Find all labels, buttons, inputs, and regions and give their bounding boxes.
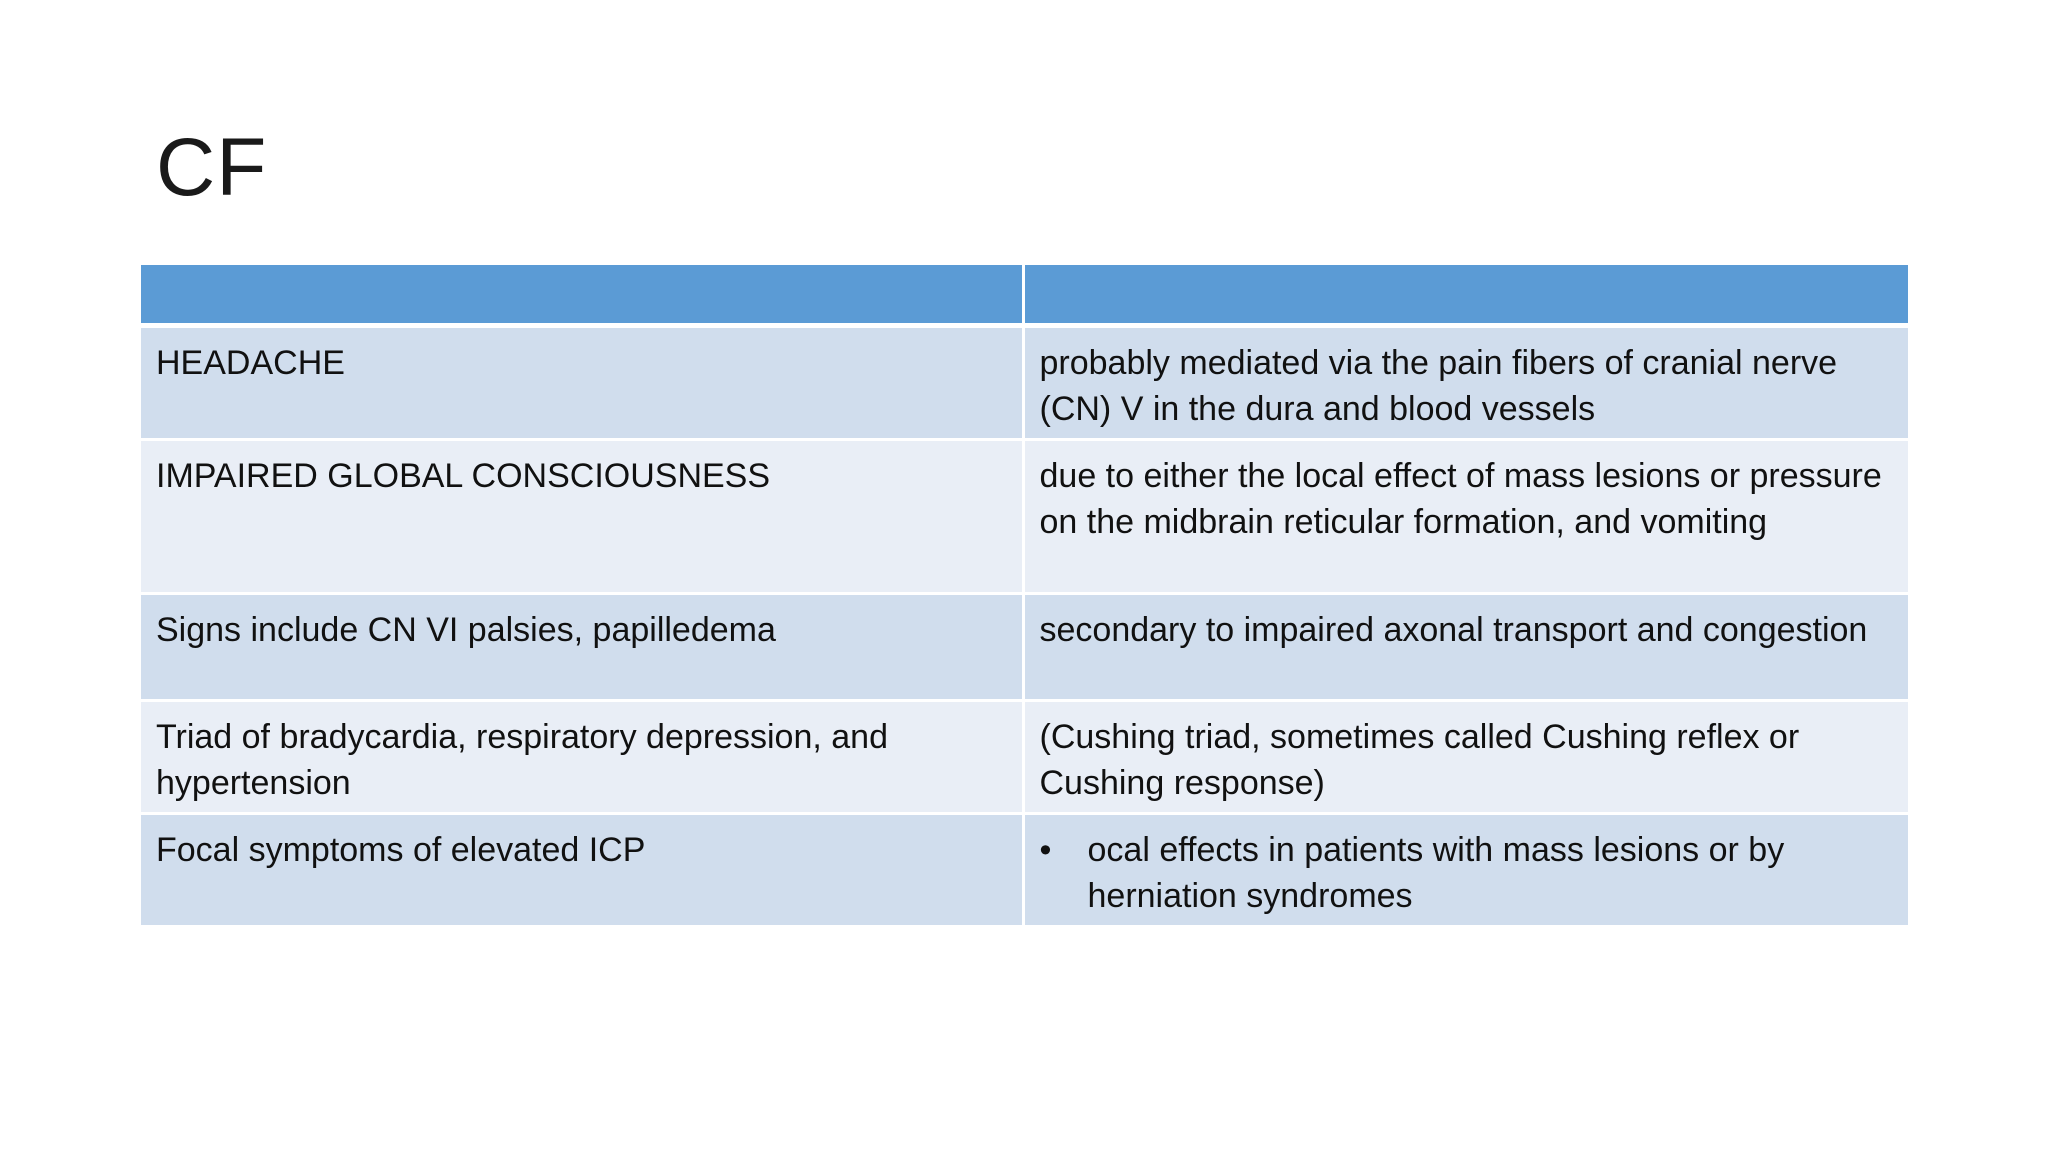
table-row — [141, 814, 1908, 927]
table-cell-symptom: HEADACHE — [141, 326, 1023, 440]
table-header-row — [141, 265, 1908, 326]
bullet-icon: • — [1039, 831, 1052, 869]
slide-title: CF — [156, 122, 268, 213]
table-cell-explanation: due to either the local effect of mass lesions or pressure on the midbrain reticular formation, and vomiting — [1023, 440, 1908, 594]
table-cell-symptom: Triad of bradycardia, respiratory depression, and hypertension — [141, 701, 1023, 814]
table-cell-symptom: Signs include CN VI palsies, papilledema — [141, 594, 1023, 701]
table-cell-explanation: (Cushing triad, sometimes called Cushing reflex or Cushing response) — [1023, 701, 1908, 814]
table-row — [141, 440, 1908, 594]
table-cell-explanation — [1023, 814, 1908, 927]
table-row — [141, 326, 1908, 440]
table-cell-explanation: probably mediated via the pain fibers of cranial nerve (CN) V in the dura and blood vessels — [1023, 326, 1908, 440]
table-cell-explanation: secondary to impaired axonal transport and congestion — [1023, 594, 1908, 701]
table-header-cell-right — [1023, 265, 1908, 326]
table-header-cell-left — [141, 265, 1023, 326]
table-row — [141, 594, 1908, 701]
table-row — [141, 701, 1908, 814]
content-table — [141, 265, 1908, 928]
bullet-item — [1040, 827, 1895, 919]
table-cell-symptom: Focal symptoms of elevated ICP — [141, 814, 1023, 927]
table-cell-symptom: IMPAIRED GLOBAL CONSCIOUSNESS — [141, 440, 1023, 594]
bullet-text: ocal effects in patients with mass lesions or by herniation syndromes — [1087, 831, 1785, 915]
